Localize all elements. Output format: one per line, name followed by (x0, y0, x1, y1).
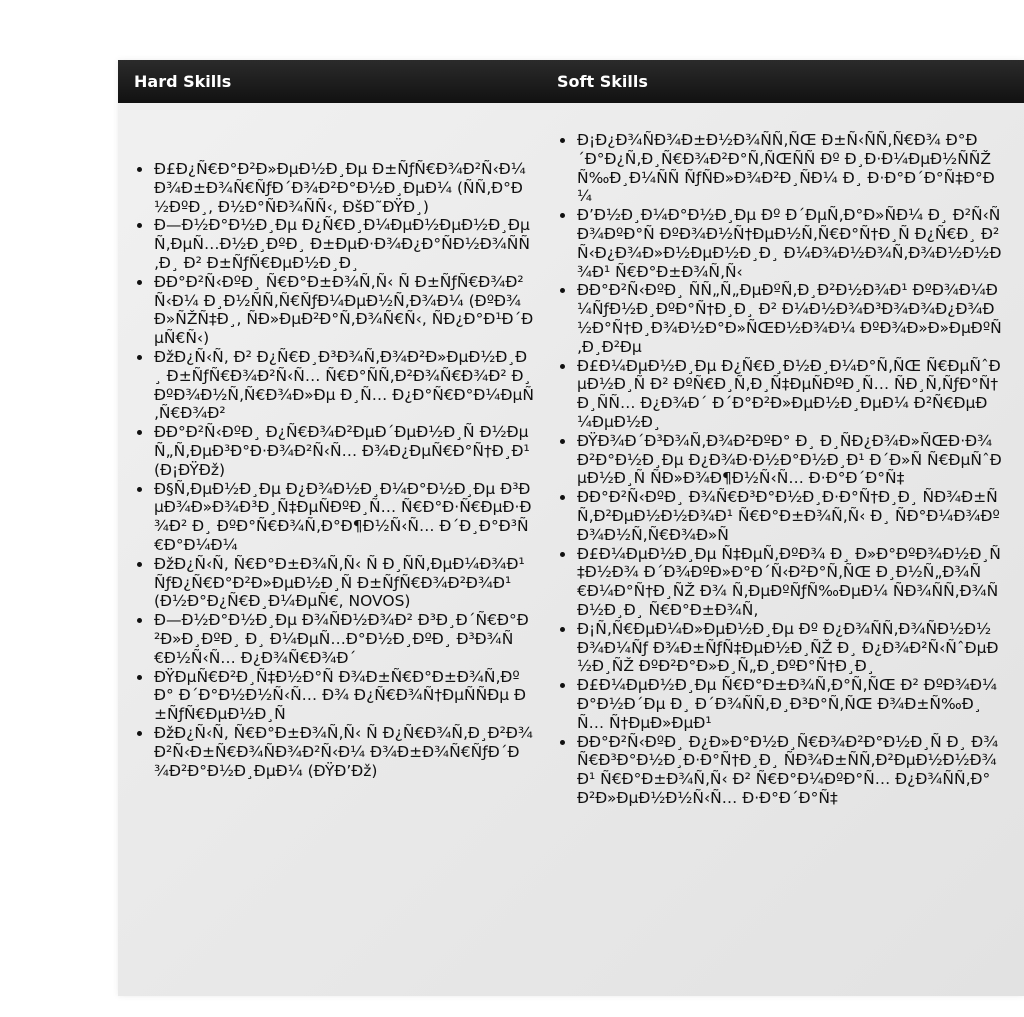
hard-skill-item: Ð—Ð½Ð°Ð½Ð¸Ðµ Ð¾ÑÐ½Ð¾Ð² Ð³Ð¸Ð´Ñ€Ð°Ð²Ð»Ð¸ÐºÐ¸ Ð¸ Ð¼ÐµÑ…Ð°Ð½Ð¸ÐºÐ¸ Ð³Ð¾Ñ€Ð½Ñ‹Ñ… Ð¿Ð¾Ñ€Ð¾Ð´ (134, 611, 534, 667)
soft-skills-heading: Soft Skills (557, 72, 648, 91)
hard-skill-item: ÐÐ°Ð²Ñ‹ÐºÐ¸ Ð¿Ñ€Ð¾Ð²ÐµÐ´ÐµÐ½Ð¸Ñ Ð½ÐµÑ„Ñ‚ÐµÐ³Ð°Ð·Ð¾Ð²Ñ‹Ñ… Ð¾Ð¿ÐµÑ€Ð°Ñ†Ð¸Ð¹ (Ð¡ÐŸÐž) (134, 423, 534, 479)
hard-skills-list (134, 160, 534, 780)
skills-card (118, 60, 1024, 996)
hard-skill-item: ÐžÐ¿Ñ‹Ñ‚ Ð² Ð¿Ñ€Ð¸Ð³Ð¾Ñ‚Ð¾Ð²Ð»ÐµÐ½Ð¸Ð¸ Ð±ÑƒÑ€Ð¾Ð²Ñ‹Ñ… Ñ€Ð°ÑÑ‚Ð²Ð¾Ñ€Ð¾Ð² Ð¸ ÐºÐ¾Ð½Ñ‚Ñ€Ð¾Ð»Ðµ Ð¸Ñ… Ð¿Ð°Ñ€Ð°Ð¼ÐµÑ‚Ñ€Ð¾Ð² (134, 348, 534, 423)
hard-skill-item: Ð§Ñ‚ÐµÐ½Ð¸Ðµ Ð¿Ð¾Ð½Ð¸Ð¼Ð°Ð½Ð¸Ðµ Ð³ÐµÐ¾Ð»Ð¾Ð³Ð¸Ñ‡ÐµÑÐºÐ¸Ñ… Ñ€Ð°Ð·Ñ€ÐµÐ·Ð¾Ð² Ð¸ ÐºÐ°Ñ€Ð¾Ñ‚Ð°Ð¶Ð½Ñ‹Ñ… Ð´Ð¸Ð°Ð³Ñ€Ð°Ð¼Ð¼ (134, 480, 534, 555)
soft-skill-item: Ð¡Ñ‚Ñ€ÐµÐ¼Ð»ÐµÐ½Ð¸Ðµ Ðº Ð¿Ð¾ÑÑ‚Ð¾ÑÐ½Ð½Ð¾Ð¼Ñƒ Ð¾Ð±ÑƒÑ‡ÐµÐ½Ð¸ÑŽ Ð¸ Ð¿Ð¾Ð²Ñ‹ÑˆÐµÐ½Ð¸ÑŽ ÐºÐ²Ð°Ð»Ð¸Ñ„Ð¸ÐºÐ°Ñ†Ð¸Ð¸ (557, 620, 1002, 676)
soft-skill-item: ÐŸÐ¾Ð´Ð³Ð¾Ñ‚Ð¾Ð²ÐºÐ° Ð¸ Ð¸ÑÐ¿Ð¾Ð»ÑŒÐ·Ð¾Ð²Ð°Ð½Ð¸Ðµ Ð¿Ð¾Ð·Ð½Ð°Ð½Ð¸Ð¹ Ð´Ð»Ñ Ñ€ÐµÑˆÐµÐ½Ð¸Ñ ÑÐ»Ð¾Ð¶Ð½Ñ‹Ñ… Ð·Ð°Ð´Ð°Ñ‡ (557, 432, 1002, 488)
soft-skill-item: ÐÐ°Ð²Ñ‹ÐºÐ¸ Ð¿Ð»Ð°Ð½Ð¸Ñ€Ð¾Ð²Ð°Ð½Ð¸Ñ Ð¸ Ð¾Ñ€Ð³Ð°Ð½Ð¸Ð·Ð°Ñ†Ð¸Ð¸ ÑÐ¾Ð±ÑÑ‚Ð²ÐµÐ½Ð½Ð¾Ð¹ Ñ€Ð°Ð±Ð¾Ñ‚Ñ‹ Ð² Ñ€Ð°Ð¼ÐºÐ°Ñ… Ð¿Ð¾ÑÑ‚Ð°Ð²Ð»ÐµÐ½Ð½Ñ‹Ñ… Ð·Ð°Ð´Ð°Ñ‡ (557, 733, 1002, 808)
soft-skill-item: Ð£Ð¼ÐµÐ½Ð¸Ðµ Ð¿Ñ€Ð¸Ð½Ð¸Ð¼Ð°Ñ‚ÑŒ Ñ€ÐµÑˆÐµÐ½Ð¸Ñ Ð² ÐºÑ€Ð¸Ñ‚Ð¸Ñ‡ÐµÑÐºÐ¸Ñ… ÑÐ¸Ñ‚ÑƒÐ°Ñ†Ð¸ÑÑ… Ð¿Ð¾Ð´ Ð´Ð°Ð²Ð»ÐµÐ½Ð¸ÐµÐ¼ Ð²Ñ€ÐµÐ¼ÐµÐ½Ð¸ (557, 357, 1002, 432)
soft-skill-item: Ð£Ð¼ÐµÐ½Ð¸Ðµ Ñ‡ÐµÑ‚ÐºÐ¾ Ð¸ Ð»Ð°ÐºÐ¾Ð½Ð¸Ñ‡Ð½Ð¾ Ð´Ð¾ÐºÐ»Ð°Ð´Ñ‹Ð²Ð°Ñ‚ÑŒ Ð¸Ð½Ñ„Ð¾Ñ€Ð¼Ð°Ñ†Ð¸ÑŽ Ð¾ Ñ‚ÐµÐºÑƒÑ‰ÐµÐ¼ ÑÐ¾ÑÑ‚Ð¾ÑÐ½Ð¸Ð¸ Ñ€Ð°Ð±Ð¾Ñ‚ (557, 545, 1002, 620)
hard-skill-item: ÐžÐ¿Ñ‹Ñ‚ Ñ€Ð°Ð±Ð¾Ñ‚Ñ‹ Ñ Ð¿Ñ€Ð¾Ñ‚Ð¸Ð²Ð¾Ð²Ñ‹Ð±Ñ€Ð¾ÑÐ¾Ð²Ñ‹Ð¼ Ð¾Ð±Ð¾Ñ€ÑƒÐ´Ð¾Ð²Ð°Ð½Ð¸ÐµÐ¼ (ÐŸÐ’Ðž) (134, 724, 534, 780)
soft-skills-list (557, 131, 1002, 808)
hard-skill-item: ÐÐ°Ð²Ñ‹ÐºÐ¸ Ñ€Ð°Ð±Ð¾Ñ‚Ñ‹ Ñ Ð±ÑƒÑ€Ð¾Ð²Ñ‹Ð¼ Ð¸Ð½ÑÑ‚Ñ€ÑƒÐ¼ÐµÐ½Ñ‚Ð¾Ð¼ (ÐºÐ¾Ð»ÑŽÑ‡Ð¸, ÑÐ»ÐµÐ²Ð°Ñ‚Ð¾Ñ€Ñ‹, ÑÐ¿Ð°Ð¹Ð´ÐµÑ€Ñ‹) (134, 273, 534, 348)
hard-skill-item: ÐžÐ¿Ñ‹Ñ‚ Ñ€Ð°Ð±Ð¾Ñ‚Ñ‹ Ñ Ð¸ÑÑ‚ÐµÐ¼Ð¾Ð¹ ÑƒÐ¿Ñ€Ð°Ð²Ð»ÐµÐ½Ð¸Ñ Ð±ÑƒÑ€Ð¾Ð²Ð¾Ð¹ (Ð½Ð°Ð¿Ñ€Ð¸Ð¼ÐµÑ€, NOVOS) (134, 555, 534, 611)
card-header (118, 60, 1024, 103)
soft-skill-item: ÐÐ°Ð²Ñ‹ÐºÐ¸ ÑÑ„Ñ„ÐµÐºÑ‚Ð¸Ð²Ð½Ð¾Ð¹ ÐºÐ¾Ð¼Ð¼ÑƒÐ½Ð¸ÐºÐ°Ñ†Ð¸Ð¸ Ð² Ð¼Ð½Ð¾Ð³Ð¾Ð¾Ð¿Ð¾Ð½Ð°Ñ†Ð¸Ð¾Ð½Ð°Ð»ÑŒÐ½Ð¾Ð¼ ÐºÐ¾Ð»Ð»ÐµÐºÑ‚Ð¸Ð²Ðµ (557, 281, 1002, 356)
hard-skill-item: Ð—Ð½Ð°Ð½Ð¸Ðµ Ð¿Ñ€Ð¸Ð¼ÐµÐ½ÐµÐ½Ð¸Ðµ Ñ‚ÐµÑ…Ð½Ð¸ÐºÐ¸ Ð±ÐµÐ·Ð¾Ð¿Ð°ÑÐ½Ð¾ÑÑ‚Ð¸ Ð² Ð±ÑƒÑ€ÐµÐ½Ð¸Ð¸ (134, 216, 534, 272)
hard-skills-heading: Hard Skills (134, 72, 232, 91)
soft-skill-item: ÐÐ°Ð²Ñ‹ÐºÐ¸ Ð¾Ñ€Ð³Ð°Ð½Ð¸Ð·Ð°Ñ†Ð¸Ð¸ ÑÐ¾Ð±ÑÑ‚Ð²ÐµÐ½Ð½Ð¾Ð¹ Ñ€Ð°Ð±Ð¾Ñ‚Ñ‹ Ð¸ ÑÐ°Ð¼Ð¾ÐºÐ¾Ð½Ñ‚Ñ€Ð¾Ð»Ñ (557, 488, 1002, 544)
soft-skill-item: Ð’Ð½Ð¸Ð¼Ð°Ð½Ð¸Ðµ Ðº Ð´ÐµÑ‚Ð°Ð»ÑÐ¼ Ð¸ Ð²Ñ‹ÑÐ¾ÐºÐ°Ñ ÐºÐ¾Ð½Ñ†ÐµÐ½Ñ‚Ñ€Ð°Ñ†Ð¸Ñ Ð¿Ñ€Ð¸ Ð²Ñ‹Ð¿Ð¾Ð»Ð½ÐµÐ½Ð¸Ð¸ Ð¼Ð¾Ð½Ð¾Ñ‚Ð¾Ð½Ð½Ð¾Ð¹ Ñ€Ð°Ð±Ð¾Ñ‚Ñ‹ (557, 206, 1002, 281)
hard-skill-item: Ð£Ð¿Ñ€Ð°Ð²Ð»ÐµÐ½Ð¸Ðµ Ð±ÑƒÑ€Ð¾Ð²Ñ‹Ð¼ Ð¾Ð±Ð¾Ñ€ÑƒÐ´Ð¾Ð²Ð°Ð½Ð¸ÐµÐ¼ (ÑÑ‚Ð°Ð½ÐºÐ¸, Ð½Ð°ÑÐ¾ÑÑ‹, ÐšÐ˜ÐŸÐ¸) (134, 160, 534, 216)
soft-skill-item: Ð¡Ð¿Ð¾ÑÐ¾Ð±Ð½Ð¾ÑÑ‚ÑŒ Ð±Ñ‹ÑÑ‚Ñ€Ð¾ Ð°Ð´Ð°Ð¿Ñ‚Ð¸Ñ€Ð¾Ð²Ð°Ñ‚ÑŒÑÑ Ðº Ð¸Ð·Ð¼ÐµÐ½ÑÑŽÑ‰Ð¸Ð¼ÑÑ ÑƒÑÐ»Ð¾Ð²Ð¸ÑÐ¼ Ð¸ Ð·Ð°Ð´Ð°Ñ‡Ð°Ð¼ (557, 131, 1002, 206)
soft-skill-item: Ð£Ð¼ÐµÐ½Ð¸Ðµ Ñ€Ð°Ð±Ð¾Ñ‚Ð°Ñ‚ÑŒ Ð² ÐºÐ¾Ð¼Ð°Ð½Ð´Ðµ Ð¸ Ð´Ð¾ÑÑ‚Ð¸Ð³Ð°Ñ‚ÑŒ Ð¾Ð±Ñ‰Ð¸Ñ… Ñ†ÐµÐ»ÐµÐ¹ (557, 676, 1002, 732)
hard-skill-item: ÐŸÐµÑ€Ð²Ð¸Ñ‡Ð½Ð°Ñ Ð¾Ð±Ñ€Ð°Ð±Ð¾Ñ‚ÐºÐ° Ð´Ð°Ð½Ð½Ñ‹Ñ… Ð¾ Ð¿Ñ€Ð¾Ñ†ÐµÑÑÐµ Ð±ÑƒÑ€ÐµÐ½Ð¸Ñ (134, 668, 534, 724)
